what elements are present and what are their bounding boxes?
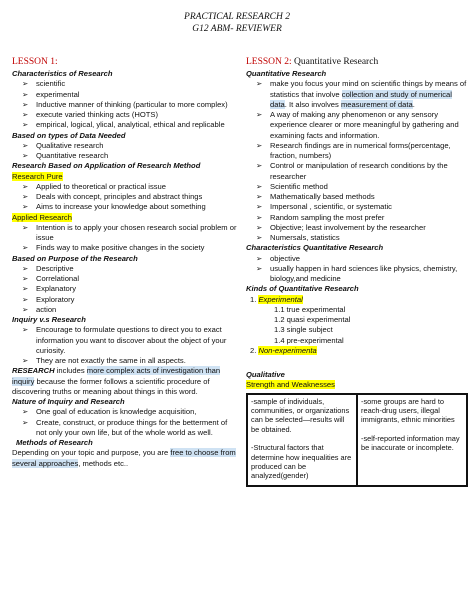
list-item: ➢ Applied to theoretical or practical issue — [22, 181, 167, 191]
list-item: ➢ Inductive manner of thinking (particular to more complex) — [22, 99, 228, 109]
document-header — [0, 11, 474, 35]
qualitative-heading: Qualitative — [246, 370, 285, 379]
table-row — [247, 394, 467, 486]
kind-non-experimental: 2. Non-experimenta — [250, 345, 317, 355]
list-item: ➢ Qualitative research — [22, 140, 104, 150]
arrow-bullet-icon: ➢ — [22, 140, 29, 150]
arrow-bullet-icon: ➢ — [22, 356, 29, 365]
characteristics-quantitative-heading: Characteristics Quantitative Research — [246, 243, 384, 253]
arrow-bullet-icon: ➢ — [22, 79, 29, 89]
arrow-bullet-icon: ➢ — [256, 140, 263, 150]
list-item: ➢ Correlational — [22, 274, 80, 283]
list-item: ➢ Finds way to make positive changes in the society — [22, 243, 205, 253]
arrow-bullet-icon: ➢ — [22, 284, 29, 294]
strength-weakness-heading: Strength and Weaknesses — [246, 380, 335, 390]
list-item: ➢ Control or manipulation of research conditions by the researcher — [256, 161, 448, 181]
list-item: ➢ Impersonal , scientific, or systematic — [256, 202, 392, 212]
arrow-bullet-icon: ➢ — [256, 202, 263, 212]
list-item: ➢ Objective; least involvement by the researcher — [256, 222, 426, 232]
kinds-heading: Kinds of Quantitative Research — [246, 284, 359, 294]
arrow-bullet-icon: ➢ — [22, 417, 29, 427]
list-item: ➢ Quantitative research — [22, 151, 109, 160]
list-item: ➢ A way of making any phenomenon or any sensory experience clearer or more meaningful by gathering and examining facts and information. — [256, 110, 459, 140]
inquiry-heading: Inquiry v.s Research — [12, 315, 86, 324]
arrow-bullet-icon: ➢ — [22, 304, 29, 314]
left-column — [12, 57, 237, 469]
arrow-bullet-icon: ➢ — [256, 222, 263, 232]
list-item: ➢ Exploratory — [22, 294, 75, 304]
arrow-bullet-icon: ➢ — [256, 110, 263, 119]
lesson-2-heading — [246, 57, 468, 68]
arrow-bullet-icon: ➢ — [22, 274, 29, 283]
arrow-bullet-icon: ➢ — [22, 243, 29, 253]
strengths-cell: -sample of individuals, communities, or organizations can be selected—results will be obtained. -Structural factors that determine how inequalities are produced can be analyzed(gender) — [247, 394, 357, 486]
arrow-bullet-icon: ➢ — [22, 325, 29, 335]
strength-weakness-table — [246, 393, 468, 487]
research-pure-label: Research Pure — [12, 171, 63, 181]
weaknesses-cell: -some groups are hard to reach-drug users, illegal immigrants, ethnic minorities -self-reported information may be inaccurate or incomplete. — [357, 394, 467, 486]
list-item: ➢ Explanatory — [22, 284, 77, 294]
list-item: ➢ Descriptive — [22, 263, 74, 273]
arrow-bullet-icon: ➢ — [22, 181, 29, 191]
kind-sub-item: 1.1 true experimental — [274, 304, 346, 314]
list-item: ➢ usually happen in hard sciences like physics, chemistry, biology,and medicine — [256, 263, 458, 283]
kind-sub-item: 1.4 pre-experimental — [274, 335, 344, 345]
arrow-bullet-icon: ➢ — [256, 79, 263, 89]
arrow-bullet-icon: ➢ — [22, 222, 29, 232]
nature-heading: Nature of Inquiry and Research — [12, 397, 125, 406]
arrow-bullet-icon: ➢ — [22, 110, 29, 119]
arrow-bullet-icon: ➢ — [256, 192, 263, 201]
arrow-bullet-icon: ➢ — [256, 253, 263, 263]
arrow-bullet-icon: ➢ — [22, 120, 29, 130]
arrow-bullet-icon: ➢ — [22, 202, 29, 212]
list-item: ➢ execute varied thinking acts (HOTS) — [22, 110, 158, 119]
list-item: ➢ action — [22, 304, 57, 314]
list-item: ➢ Random sampling the most prefer — [256, 212, 385, 222]
purpose-heading: Based on Purpose of the Research — [12, 253, 138, 263]
arrow-bullet-icon: ➢ — [256, 181, 263, 191]
list-item: ➢ Numersals, statistics — [256, 233, 340, 242]
right-column — [246, 57, 468, 487]
list-item: ➢ Scientific method — [256, 181, 328, 191]
list-item: ➢ scientific — [22, 79, 66, 89]
methods-heading: Methods of Research — [16, 438, 93, 447]
types-heading: Based on types of Data Needed — [12, 130, 126, 140]
arrow-bullet-icon: ➢ — [22, 151, 29, 160]
characteristics-heading: Characteristics of Research — [12, 69, 113, 78]
list-item: ➢ Create, construct, or produce things for the betterment of not only your own life, but of the whole world as well. — [22, 417, 228, 437]
document-subtitle: G12 ABM- REVIEWER — [192, 24, 282, 34]
list-item: ➢ make you focus your mind on scientific things by means of statistics that involve collection and study of numerical data. It also involves measurement of data. — [256, 79, 467, 109]
kind-experimental: 1. Experimental — [250, 294, 303, 304]
arrow-bullet-icon: ➢ — [22, 407, 29, 417]
arrow-bullet-icon: ➢ — [256, 263, 263, 273]
list-item: ➢ Mathematically based methods — [256, 192, 375, 201]
lesson-2-title: Quantitative Research — [294, 57, 379, 67]
list-item: ➢ Encourage to formulate questions to direct you to exact information you want to discover about the object of your curiosity. — [22, 325, 227, 355]
quantitative-heading: Quantitative Research — [246, 69, 327, 78]
list-item: ➢ Research findings are in numerical forms(percentage, fraction, numbers) — [256, 140, 451, 160]
list-item: ➢ experimental — [22, 89, 80, 99]
list-item: ➢ objective — [256, 253, 300, 263]
arrow-bullet-icon: ➢ — [22, 99, 29, 109]
document-title: PRACTICAL RESEARCH 2 — [184, 12, 290, 22]
list-item: ➢ One goal of education is knowledge acquisition, — [22, 407, 197, 417]
kind-sub-item: 1.3 single subject — [274, 325, 333, 335]
research-definition: RESEARCH includes more complex acts of investigation than inquiry because the former follows a scientific procedure of discovering truths or meaning about things in this word. — [12, 366, 221, 396]
list-item: ➢ Aims to increase your knowledge about something — [22, 202, 206, 212]
arrow-bullet-icon: ➢ — [22, 294, 29, 304]
lesson-2-label: LESSON 2: — [246, 57, 292, 67]
applied-research-label: Applied Research — [12, 212, 72, 222]
list-item: ➢ Deals with concept, principles and abstract things — [22, 192, 203, 201]
arrow-bullet-icon: ➢ — [22, 263, 29, 273]
list-item: ➢ They are not exactly the same in all aspects. — [22, 356, 186, 365]
arrow-bullet-icon: ➢ — [256, 161, 263, 171]
arrow-bullet-icon: ➢ — [22, 192, 29, 201]
list-item: ➢ Intention is to apply your chosen research social problem or issue — [22, 222, 237, 242]
arrow-bullet-icon: ➢ — [256, 212, 263, 222]
kind-sub-item: 1.2 quasi experimental — [274, 315, 351, 324]
arrow-bullet-icon: ➢ — [256, 233, 263, 242]
application-heading: Research Based on Application of Research Method — [12, 161, 201, 171]
list-item: ➢ empirical, logical, ylical, analytical, ethical and replicable — [22, 120, 225, 130]
lesson-1-label: LESSON 1: — [12, 57, 58, 67]
lesson-1-heading — [12, 57, 237, 68]
methods-text: Depending on your topic and purpose, you are free to choose from several approaches, methods etc.. — [12, 448, 236, 468]
arrow-bullet-icon: ➢ — [22, 89, 29, 99]
